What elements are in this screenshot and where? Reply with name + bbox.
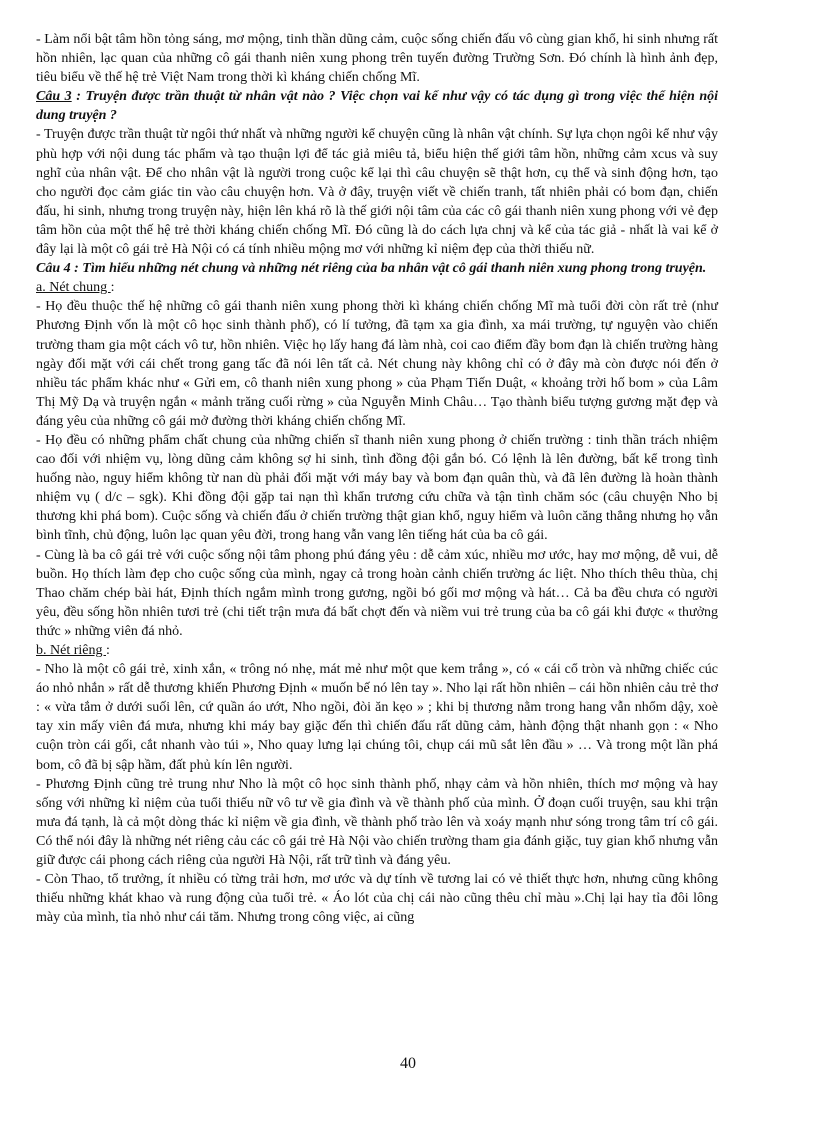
section-b-paragraph: - Nho là một cô gái trẻ, xinh xắn, « trông nó nhẹ, mát mẻ như một que kem trắng », có « cái cổ tròn và những chiếc cúc áo nhỏ nhắn » rất dễ thương khiến Phương Định « muốn bế nó lên tay ». Nho lại rất hồn nhiên – cái hồn nhiên cảu trẻ thơ : « vừa tắm ở dưới suối lên, cứ quần áo ướt, Nho ngồi, đòi ăn kẹo » ; khi bị thương nằm trong hang vẫn nhổm dậy, xoè tay xin mấy viên đá mưa, nhưng khi máy bay giặc đến thì chiến đấu rất dũng cảm, hành động thật nhanh gọn : « Nho cuộn tròn cái gối, cắt nhanh vào túi », Nho quay lưng lại chúng tôi, chụp cái mũ sắt lên đầu » … Và trong một lần phá bom, cô đã bị sập hầm, đất phủ kín lên người. — [36, 662, 718, 773]
question-3-heading — [36, 87, 718, 125]
section-b-paragraph: - Phương Định cũng trẻ trung như Nho là một cô học sinh thành phố, nhạy cảm và hồn nhiên, thích mơ mộng và hay sống với những kỉ niệm của tuổi thiếu nữ vô tư về gia đình và về thành phố của mình. Ở đoạn cuối truyện, sau khi trận mưa đá tạnh, là cả một dòng thác kỉ niệm về gia đình, về thành phố trào lên và xoáy mạnh như sóng trong tâm trí cô gái. Có thể nói đây là những nét riêng cảu các cô gái trẻ Hà Nội vào chiến trường tham gia đánh giặc, tuy gian khổ nhưng vẫn giữ được cái phong cách riêng của người Hà Nội, rất trữ tình và đáng yêu. — [36, 776, 718, 869]
document-page — [36, 30, 718, 927]
question-3-label: Câu 3 — [36, 89, 72, 105]
section-b-heading — [36, 641, 718, 660]
question-3-text: : Truyện được trần thuật từ nhân vật nào ? Việc chọn vai kể như vậy có tác dụng gì trong việc thể hiện nội dung truyện ? — [36, 89, 718, 124]
section-a-title: a. Nét chung — [36, 280, 111, 296]
section-b-paragraph: - Còn Thao, tổ trưởng, ít nhiều có từng trải hơn, mơ ước và dự tính về tương lai có vẻ thiết thực hơn, nhưng cũng không thiếu những khát khao và rung động của tuổi trẻ. « Áo lót của chị cái nào cũng thêu chỉ màu ».Chị lại hay tỉa đôi lông mày của mình, tỉa nhỏ như cái tăm. Nhưng trong công việc, ai cũng — [36, 872, 718, 926]
section-a-paragraph: - Họ đều có những phẩm chất chung của những chiến sĩ thanh niên xung phong ở chiến trường : tinh thần trách nhiệm cao đối với nhiệm vụ, lòng dũng cảm không sợ hi sinh, tình đồng đội gắn bó. Có lệnh là lên đường, bất kể trong tình huống nào, nguy hiểm không từ nan dù phải đối mặt với máy bay và bom đạn quân thù, và đã lên đường là hoàn thành nhiệm vụ ( d/c – sgk). Khi đồng đội gặp tai nạn thì khẩn trương cứu chữa và tận tình chăm sóc (câu chuyện Nho bị thương khi phá bom). Cuộc sống và chiến đấu ở chiến trường thật gian khổ, nguy hiểm và luôn căng thẳng nhưng họ vẫn bình tĩnh, chủ động, luôn lạc quan yêu đời, trong hang vẫn vang lên tiếng hát của ba cô gái. — [36, 432, 718, 544]
section-a-paragraph: - Cùng là ba cô gái trẻ với cuộc sống nội tâm phong phú đáng yêu : dễ cảm xúc, nhiều mơ ước, hay mơ mộng, dễ vui, dễ buồn. Họ thích làm đẹp cho cuộc sống của mình, ngay cả trong hoàn cảnh chiến trường ác liệt. Nho thích thêu thùa, chị Thao chăm chép bài hát, Định thích ngắm mình trong gương, ngồi bó gối mơ mộng và hát… Cả ba đều chưa có người yêu, đều sống hồn nhiên tươi trẻ (chi tiết trận mưa đá bất chợt đến và niềm vui trẻ trung của ba cô gái khi được « thưởng thức » những viên đá nhỏ. — [36, 547, 718, 639]
section-b-title: b. Nét riêng — [36, 643, 106, 658]
section-b-colon: : — [105, 643, 110, 658]
section-a-colon: : — [110, 280, 115, 296]
intro-paragraph: - Làm nổi bật tâm hồn tỏng sáng, mơ mộng, tinh thần dũng cảm, cuộc sống chiến đấu vô cùng gian khổ, hi sinh nhưng rất hồn nhiên, lạc quan của những cô gái thanh niên xung phong trên tuyến đường Trường Sơn. Đó chính là hình ảnh đẹp, tiêu biểu về thế hệ trẻ Việt Nam trong thời kì kháng chiến chống Mĩ. — [36, 32, 718, 86]
page-number: 40 — [400, 1055, 416, 1072]
question-3-answer: - Truyện được trần thuật từ ngôi thứ nhất và những người kể chuyện cũng là nhân vật chính. Sự lựa chọn ngôi kể như vậy phù hợp với nội dung tác phẩm và tạo thuận lợi để tác giả miêu tả, biểu hiện thế giới tâm hồn, những cảm xcus và suy nghĩ của nhân vật. Để cho nhân vật là người trong cuộc kể lại thì câu chuyện sẽ thật hơn, cụ thể và sinh động hơn, tạo cho người đọc cảm giác tin vào câu chuyện hơn. Và ở đây, truyện viết về chiến tranh, tất nhiên phải có bom đạn, chiến đấu, hi sinh, nhưng trong truyện này, hiện lên khá rõ là thế giới nội tâm của các cô gái thanh niên xung phong với vẻ đẹp tâm hồn của một thế hệ trẻ thời kháng chiến chống Mĩ. Đó cũng là do cách lựa chnj và kể của tác giả - nhất là vai kể ở đây lại là một cô gái trẻ Hà Nội có cá tính nhiều mộng mơ với những kỉ niệm đẹp của thời thiếu nữ. — [36, 127, 718, 258]
section-a-paragraph: - Họ đều thuộc thế hệ những cô gái thanh niên xung phong thời kì kháng chiến chống Mĩ mà tuổi đời còn rất trẻ (như Phương Định vốn là một cô học sinh thành phố), có lí tưởng, đã tạm xa gia đình, xa mái trường, tự nguyện vào chiến trường tham gia một cách vô tư, hồn nhiên. Việc họ lấy hang đá làm nhà, coi cao điểm đầy bom đạn là chiến trường hàng ngày đối mặt với cái chết trong gang tấc đã nói lên tất cả. Nét chung này không chỉ có ở đây mà còn được nói đến ở nhiều tác phẩm khác như « Gửi em, cô thanh niên xung phong » của Phạm Tiến Duật, « khoảng trời hố bom » của Lâm Thị Mỹ Dạ và truyện ngắn « mảnh trăng cuối rừng » của Nguyễn Minh Châu… Tạo thành biểu tượng gương mặt đẹp và đáng yêu của những cô gái mở đường thời kháng chiến chống Mĩ. — [36, 299, 718, 429]
section-a-heading — [36, 278, 718, 297]
question-4-heading: Câu 4 : Tìm hiểu những nét chung và những nét riêng của ba nhân vật cô gái thanh niên xung phong trong truyện. — [36, 261, 707, 277]
